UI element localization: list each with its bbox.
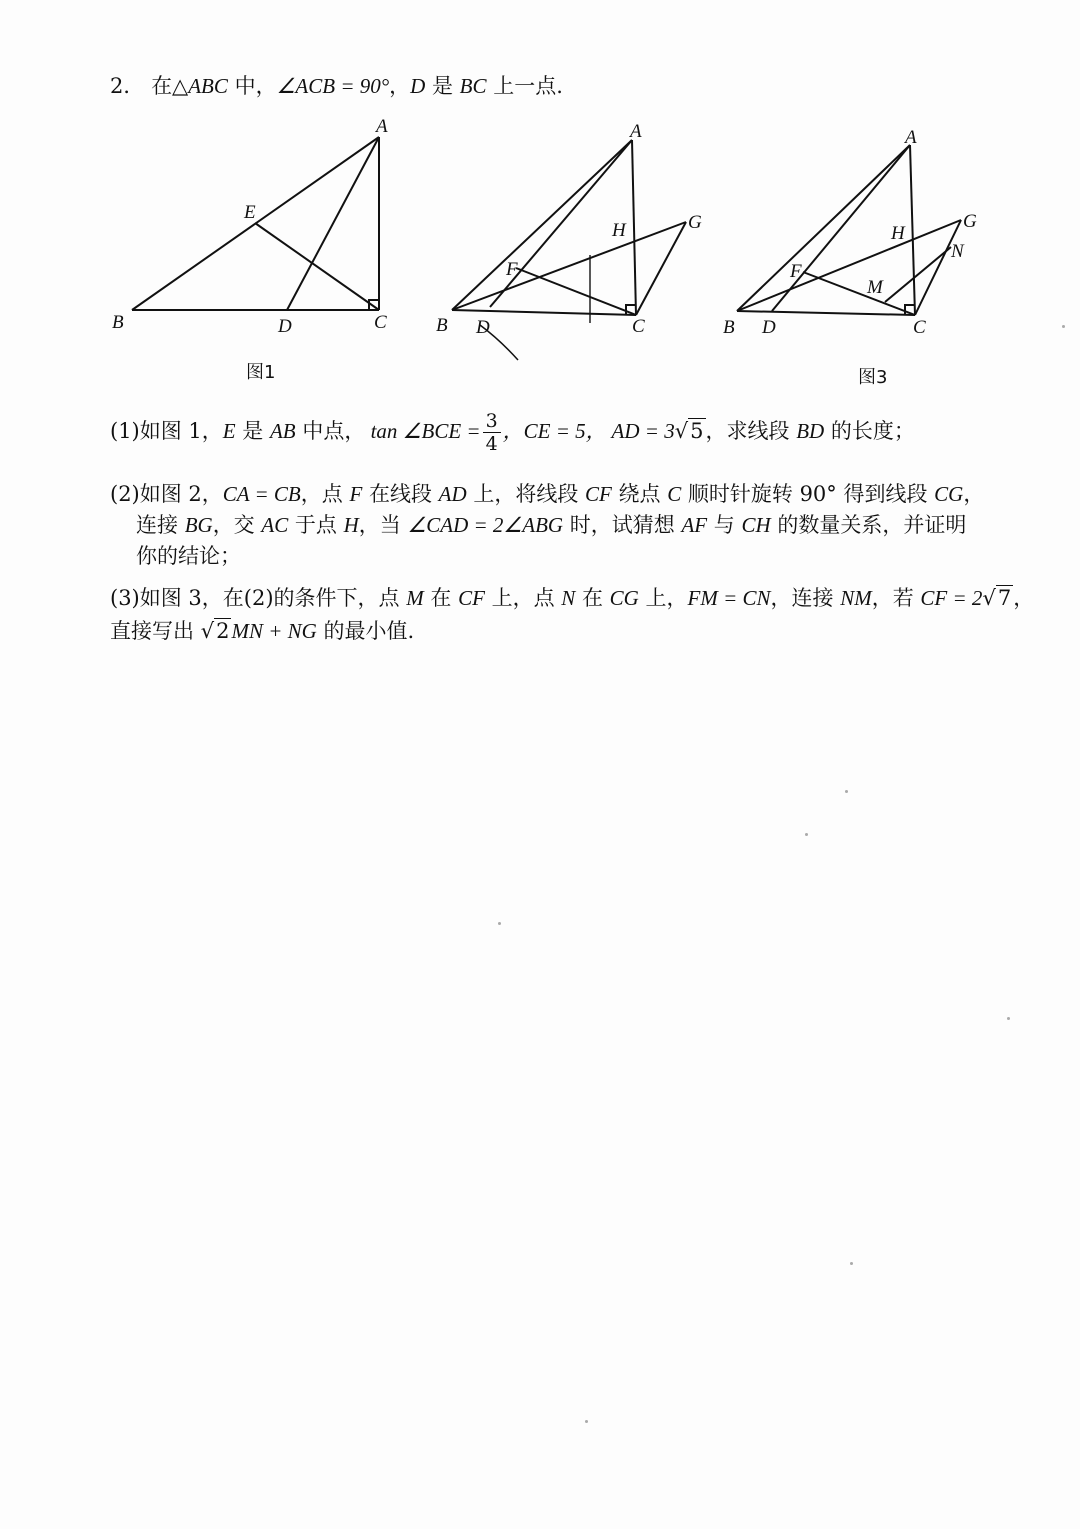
point-n: N <box>561 586 576 610</box>
label-c: C <box>913 317 926 338</box>
intro-text: 是 <box>425 74 460 98</box>
q3-text: 上， <box>638 586 688 610</box>
segment-ad: AD <box>438 482 467 506</box>
angle-condition: ∠CAD = 2∠ABG <box>407 513 564 537</box>
q3-text: ， <box>1013 586 1035 610</box>
q2-text: 与 <box>707 513 742 537</box>
segment-ac <box>632 140 636 315</box>
q2-text: ，交 <box>212 513 262 537</box>
segment-cf <box>516 268 636 315</box>
target-expression: MN + NG <box>231 619 317 643</box>
label-e: E <box>244 202 256 223</box>
scan-speck <box>1062 325 1065 328</box>
ad-value: AD = 3 <box>606 419 675 443</box>
label-f: F <box>790 261 802 282</box>
q2-text: 在线段 <box>362 482 439 506</box>
label-m: M <box>867 277 883 298</box>
q3-text: 在 <box>423 586 459 610</box>
figure-3 <box>715 115 1015 395</box>
label-d: D <box>476 317 490 338</box>
segment-ab <box>737 145 910 311</box>
problem-intro <box>110 70 563 100</box>
label-g: G <box>688 212 702 233</box>
label-b: B <box>112 312 124 333</box>
angle-condition: ∠ACB = 90° <box>276 74 390 98</box>
point-m: M <box>406 586 424 610</box>
segment-cg <box>915 220 961 315</box>
point-e: E <box>222 419 236 443</box>
segment-bc <box>737 311 915 315</box>
label-c: C <box>374 312 387 333</box>
question-2-line-2 <box>136 509 966 539</box>
segment-bg <box>452 222 686 310</box>
segment-cg: CG <box>609 586 639 610</box>
figure-1 <box>100 110 410 390</box>
cf-value: CF = 2 <box>920 586 983 610</box>
question-1 <box>110 410 915 455</box>
sqrt-7: √7 <box>982 586 1012 610</box>
q2-text: 时，试猜想 <box>563 513 682 537</box>
segment-ad <box>490 140 632 307</box>
intro-text: 中， <box>227 74 277 98</box>
segment-af: AF <box>681 513 708 537</box>
q1-text: (1)如图 1， <box>110 419 223 443</box>
q3-text: ，若 <box>871 586 921 610</box>
q3-text: ，连接 <box>770 586 841 610</box>
point-h: H <box>343 513 359 537</box>
fm-cn: FM = CN <box>687 586 771 610</box>
question-2-line-1 <box>110 478 984 508</box>
segment-bc <box>452 310 636 315</box>
point-c: C <box>667 482 682 506</box>
segment-bg: BG <box>184 513 213 537</box>
segment-ad <box>287 137 379 310</box>
scan-speck <box>805 833 808 836</box>
q2-text: 连接 <box>136 513 185 537</box>
q1-text: 是 <box>235 419 270 443</box>
fraction-denominator: 4 <box>485 433 498 455</box>
q1-text: ，求线段 <box>705 419 797 443</box>
q2-text: 上，将线段 <box>466 482 585 506</box>
q3-text: (3)如图 3，在(2)的条件下，点 <box>110 586 407 610</box>
problem-number: 2． <box>110 74 145 98</box>
scan-speck <box>498 922 501 925</box>
question-3-line-2 <box>110 615 414 645</box>
intro-text: 在△ <box>151 74 189 98</box>
intro-text: 上一点. <box>486 74 563 98</box>
label-a: A <box>376 116 388 137</box>
segment-ac <box>910 145 915 315</box>
fraction-numerator: 3 <box>483 410 501 433</box>
fraction <box>483 410 501 455</box>
q3-text: 的最小值. <box>316 619 415 643</box>
label-h: H <box>612 220 626 241</box>
segment-cg <box>636 222 686 315</box>
question-2-line-3 <box>136 540 241 570</box>
label-g: G <box>963 211 977 232</box>
question-3-line-1 <box>110 582 1034 612</box>
segment-mn <box>885 247 951 302</box>
label-b: B <box>436 315 448 336</box>
sqrt-5: √5 <box>674 419 704 443</box>
q3-text: 在 <box>575 586 610 610</box>
triangle-name: ABC <box>188 74 228 98</box>
q2-text: (2)如图 2， <box>110 482 223 506</box>
segment-cg: CG <box>934 482 964 506</box>
figure-3-caption: 图3 <box>858 367 888 388</box>
figure-1-caption: 图1 <box>246 362 276 383</box>
scan-speck <box>845 790 848 793</box>
label-n: N <box>951 241 964 262</box>
q3-text: 上，点 <box>484 586 562 610</box>
ce-value: ，CE = 5， <box>502 419 607 443</box>
label-f: F <box>506 259 518 280</box>
q2-text: ，当 <box>358 513 408 537</box>
segment-ab <box>452 140 632 310</box>
scan-speck <box>1007 1017 1010 1020</box>
segment-cf <box>803 272 915 315</box>
segment-cf: CF <box>585 482 612 506</box>
segment-bc: BC <box>459 74 487 98</box>
q1-text: 的长度； <box>824 419 915 443</box>
radicand: 7 <box>997 586 1012 610</box>
scan-speck <box>585 1420 588 1423</box>
q2-text: 的数量关系，并证明 <box>770 513 967 537</box>
q2-text: 绕点 <box>611 482 668 506</box>
radicand: 5 <box>690 419 704 443</box>
point-f: F <box>349 482 363 506</box>
radicand: 2 <box>216 619 230 643</box>
label-d: D <box>762 317 776 338</box>
segment-bd: BD <box>796 419 825 443</box>
q2-text: ，点 <box>300 482 350 506</box>
segment-nm: NM <box>840 586 872 610</box>
tan-expression: tan ∠BCE = <box>365 419 481 443</box>
q2-text: ， <box>963 482 985 506</box>
segment-ab: AB <box>269 419 296 443</box>
q3-text: 直接写出 <box>110 619 201 643</box>
segment-ce <box>255 223 379 310</box>
q2-text: 顺时针旋转 90° 得到线段 <box>681 482 935 506</box>
point-d: D <box>410 74 426 98</box>
q2-text: 于点 <box>288 513 344 537</box>
ca-cb: CA = CB <box>222 482 301 506</box>
label-d: D <box>278 316 292 337</box>
label-a: A <box>905 127 917 148</box>
segment-ac: AC <box>261 513 289 537</box>
q1-text: 中点， <box>295 419 366 443</box>
intro-text: ， <box>389 74 411 98</box>
label-a: A <box>630 121 642 142</box>
sqrt-2: √2 <box>200 619 230 643</box>
label-c: C <box>632 316 645 337</box>
scan-speck <box>850 1262 853 1265</box>
label-b: B <box>723 317 735 338</box>
label-h: H <box>891 223 905 244</box>
q2-text: 你的结论； <box>136 544 241 568</box>
figure-2 <box>430 115 720 375</box>
segment-ch: CH <box>741 513 771 537</box>
segment-cf: CF <box>458 586 485 610</box>
